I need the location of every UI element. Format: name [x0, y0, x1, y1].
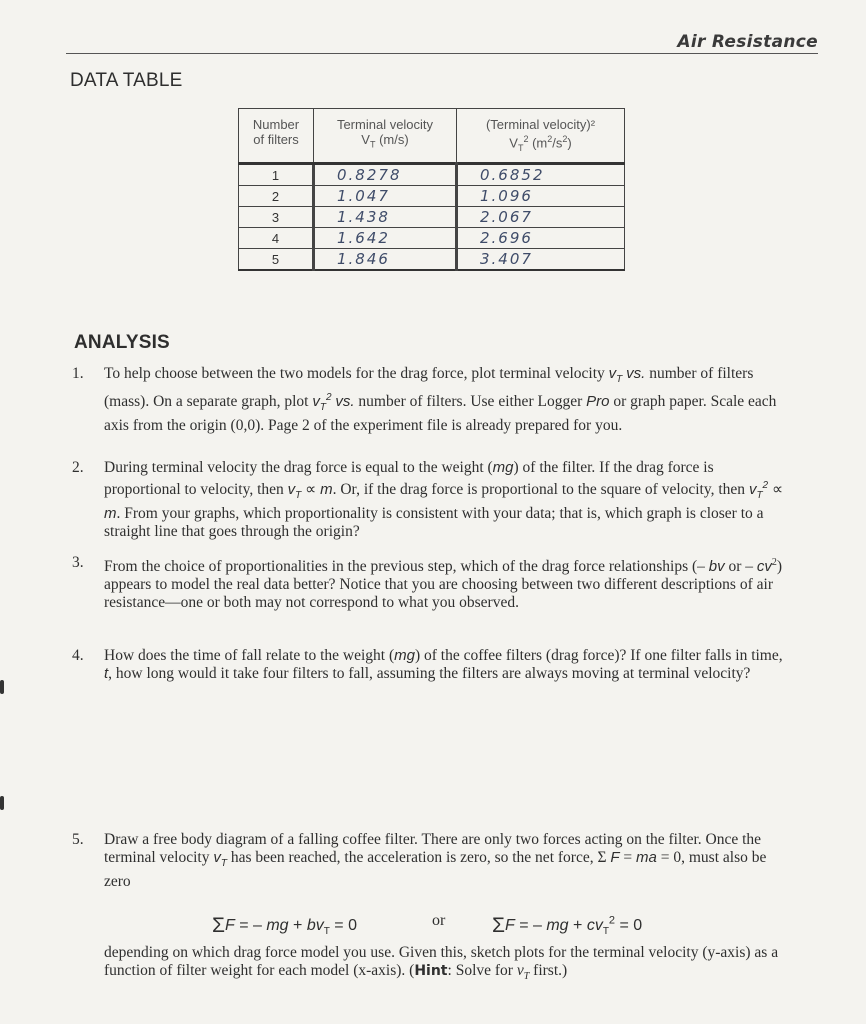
- question-number: 3.: [72, 554, 84, 571]
- cell-filters: 1: [239, 164, 314, 186]
- header-filters: Number of filters: [239, 109, 314, 164]
- cell-filters: 3: [239, 207, 314, 228]
- question-5-continuation: depending on which drag force model you use. Given this, sketch plots for the terminal velocity (y-axis) as a function of filter weight for each model (x-axis). (Hint: Solve for $v_T$ first.): [104, 944, 779, 983]
- header-velocity: Terminal velocity $V_T$ (m/s): [314, 109, 457, 164]
- header-rule: [66, 53, 818, 54]
- header-title: Air Resistance: [677, 32, 818, 52]
- cell-velocity: 1.642: [314, 228, 457, 249]
- analysis-title: ANALYSIS: [74, 332, 170, 353]
- binder-hole-mark: [0, 796, 4, 810]
- header-velocity-squared: (Terminal velocity)² $V_T^2$ $(m^2/s^2)$: [457, 109, 625, 164]
- binder-hole-mark: [0, 680, 4, 694]
- cell-velocity: 1.047: [314, 186, 457, 207]
- question-text: How does the time of fall relate to the weight (mg) of the coffee filters (drag force)? If one filter falls in time, t, how long would it take four filters to fall, assuming the filters are always moving at terminal velocity?: [104, 647, 783, 682]
- cell-velocity: 1.438: [314, 207, 457, 228]
- table-row: [239, 207, 625, 228]
- table-row: [239, 249, 625, 271]
- equation-quadratic-drag: ΣF = – mg + $cv_T^2 = 0$: [492, 914, 643, 938]
- table-row: [239, 228, 625, 249]
- cell-velocity-squared: 1.096: [457, 186, 625, 207]
- question-text: To help choose between the two models for the drag force, plot terminal velocity $v_T$ vs. number of filters (mass). On a separate graph, plot $v_T^2$ vs. number of filters. Use either Logger Pro or graph paper. Scale each axis from the origin (0,0). Page 2 of the experiment file is already prepared for you.: [104, 365, 777, 434]
- cell-filters: 4: [239, 228, 314, 249]
- question-number: 4.: [72, 647, 84, 664]
- equation-linear-drag: ΣF = – mg + $bv_T = 0$: [212, 914, 357, 938]
- cell-filters: 5: [239, 249, 314, 271]
- question-number: 2.: [72, 459, 84, 476]
- question-2: [72, 459, 794, 541]
- cell-filters: 2: [239, 186, 314, 207]
- cell-velocity: 1.846: [314, 249, 457, 271]
- question-text: During terminal velocity the drag force is equal to the weight (mg) of the filter. If the drag force is proportional to velocity, then $v_T \propto m$. Or, if the drag force is proportional to the square of velocity, then $v_T^2 \propto m$. From your graphs, which proportionality is consistent with your data; that is, which graph is closer to a straight line that goes through the origin?: [104, 459, 784, 540]
- question-number: 1.: [72, 365, 84, 382]
- cell-velocity: 0.8278: [314, 164, 457, 186]
- question-number: 5.: [72, 831, 84, 848]
- cell-velocity-squared: 2.696: [457, 228, 625, 249]
- question-1: [72, 365, 794, 435]
- table-row: [239, 164, 625, 186]
- data-table-title: DATA TABLE: [70, 70, 183, 91]
- question-text: Draw a free body diagram of a falling coffee filter. There are only two forces acting on the filter. Once the terminal velocity $v_T$ has been reached, the acceleration is zero, so the net force, Σ F = ma = 0, must also be zero: [104, 831, 767, 890]
- question-text: From the choice of proportionalities in the previous step, which of the drag force relationships (– bv or – $cv^2$) appears to model the real data better? Notice that you are choosing between two different descriptions of air resistance—one or both may not correspond to what you observed.: [104, 557, 783, 612]
- cell-velocity-squared: 2.067: [457, 207, 625, 228]
- question-4: [72, 647, 794, 683]
- question-3: [72, 554, 794, 612]
- question-5: [72, 831, 794, 891]
- equation-or: or: [432, 912, 446, 929]
- cell-velocity-squared: 0.6852: [457, 164, 625, 186]
- data-table: [238, 108, 625, 271]
- table-row: [239, 186, 625, 207]
- cell-velocity-squared: 3.407: [457, 249, 625, 271]
